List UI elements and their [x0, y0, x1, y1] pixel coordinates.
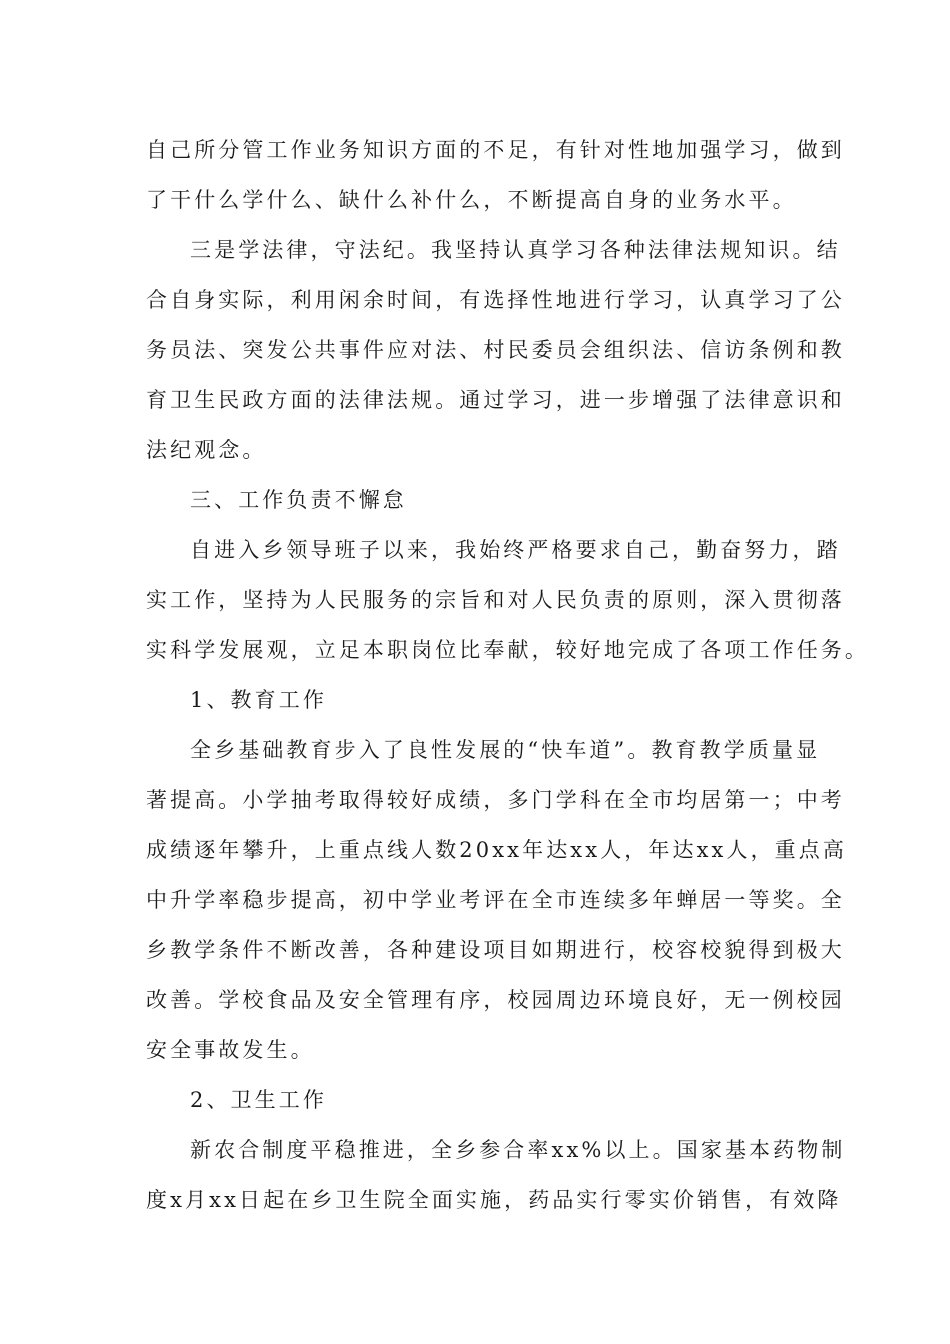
paragraph-line: 自己所分管工作业务知识方面的不足，有针对性地加强学习，做到 [146, 138, 845, 162]
paragraph-line: 度x月xx日起在乡卫生院全面实施，药品实行零实价销售，有效降 [146, 1188, 842, 1212]
paragraph-line: 合自身实际，利用闲余时间，有选择性地进行学习，认真学习了公 [146, 288, 845, 312]
paragraph-line: 成绩逐年攀升，上重点线人数20xx年达xx人，年达xx人，重点高 [146, 838, 847, 862]
paragraph-line: 了干什么学什么、缺什么补什么，不断提高自身的业务水平。 [146, 188, 797, 212]
paragraph-line: 法纪观念。 [146, 438, 267, 462]
paragraph-line: 新农合制度平稳推进，全乡参合率xx%以上。国家基本药物制 [190, 1138, 846, 1162]
subsection-heading: 2、卫生工作 [190, 1088, 327, 1112]
section-heading: 三、工作负责不懈怠 [190, 488, 407, 512]
paragraph-line: 安全事故发生。 [146, 1038, 315, 1062]
paragraph-line: 实工作，坚持为人民服务的宗旨和对人民负责的原则，深入贯彻落 [146, 588, 845, 612]
paragraph-line: 乡教学条件不断改善，各种建设项目如期进行，校容校貌得到极大 [146, 938, 845, 962]
paragraph-line: 著提高。小学抽考取得较好成绩，多门学科在全市均居第一；中考 [146, 788, 845, 812]
subsection-heading: 1、教育工作 [190, 688, 327, 712]
paragraph-line: 实科学发展观，立足本职岗位比奉献，较好地完成了各项工作任务。 [146, 638, 869, 662]
paragraph-line: 育卫生民政方面的法律法规。通过学习，进一步增强了法律意识和 [146, 388, 845, 412]
paragraph-line: 中升学率稳步提高，初中学业考评在全市连续多年蝉居一等奖。全 [146, 888, 845, 912]
paragraph-line: 三是学法律，守法纪。我坚持认真学习各种法律法规知识。结 [190, 238, 841, 262]
paragraph-line: 全乡基础教育步入了良性发展的“快车道”。教育教学质量显 [190, 738, 821, 762]
paragraph-line: 务员法、突发公共事件应对法、村民委员会组织法、信访条例和教 [146, 338, 845, 362]
paragraph-line: 自进入乡领导班子以来，我始终严格要求自己，勤奋努力，踏 [190, 538, 841, 562]
paragraph-line: 改善。学校食品及安全管理有序，校园周边环境良好，无一例校园 [146, 988, 845, 1012]
